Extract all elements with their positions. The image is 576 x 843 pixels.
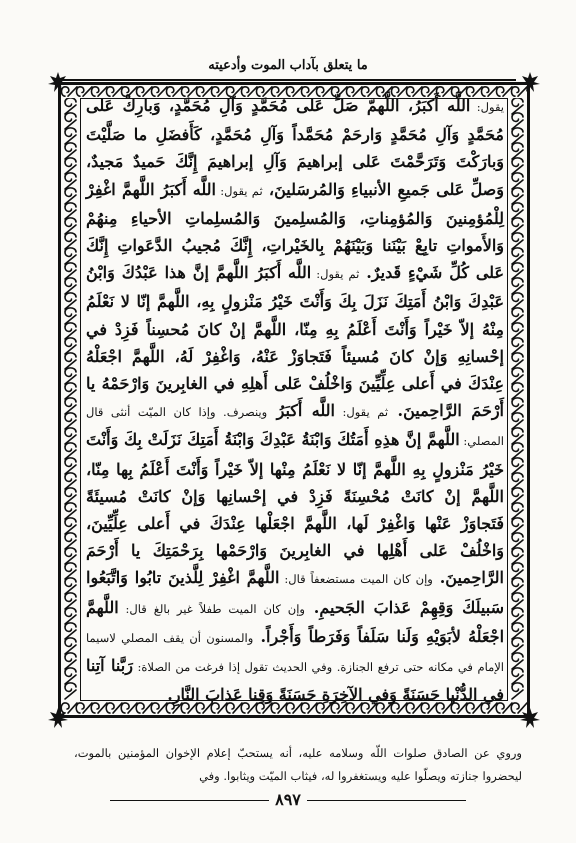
- prayer-text: اللَّه أَكبَرُ: [267, 401, 335, 421]
- page-number-value: ٨٩٧: [269, 790, 307, 809]
- prayer-text: اللَّه أَكبَرُ اللَّهمَّ إنَّ هذا عَبْدُكَ وَابْنُ عَبْدِكَ وَابْنُ أَمَتِكَ نَزَلَ بِكَ وَأَنْتَ خَيْرُ مَنْزولٍ بِهِ، اللَّهمَّ إنّا لا نَعْلَمُ مِنْهُ إلاّ خَيْراً وَأَنْتَ أَعْلَمُ بِهِ مِنّا، اللَّهمَّ إنْ كانَ مُحسِناً فَزِدْ في إحْسانِهِ وَإنْ كانَ مُسيئاً فَتَجاوَزْ عَنْهُ، وَاغْفِرْ لَهُ، اللَّهمَّ اجْعَلْهُ عِنْدَكَ في أَعلى عِلِّيِّينَ وَاخْلُفْ عَلى أَهلِهِ في الغابِرينَ وَارْحَمْهُ يا أَرْحَمَ الرَّاحِمينَ.: [86, 263, 505, 421]
- prayer-text: اللَّهمَّ إنَّ هذِهِ أَمَتُكَ وَابْنَةُ عَبْدِكَ وَابْنَةُ أَمَتِكَ نَزَلَتْ بِكَ وَأَنْتَ خَيْرُ مَنْزولٍ بِهِ اللَّهمَّ إنّا لا نَعْلَمُ مِنْها إلاّ خَيْراً وَأَنْتَ أَعْلَمُ بِها مِنّا، اللَّهمَّ إنْ كانَتْ مُحْسِنَةً فَزِدْ في إحْسانِها وَإنْ كانَتْ مُسيئَةً فَتَجاوَزْ عَنْها وَاغْفِرْ لَها، اللَّهمَّ اجْعَلْها عِنْدَكَ في أَعلى عِلِّيِّينَ، وَاخْلُفْ عَلى أَهْلِها في الغابِرينَ وَارْحَمْها بِرَحْمَتِكَ يا أَرْحَمَ الرَّاحِمينَ.: [86, 430, 505, 588]
- instruction-text: ثم يقول:: [311, 267, 360, 282]
- instruction-text: والمسنون أن يقف المصلي لاسيما الإمام في مكانه حتى ترفع الجنازة. وفي الحديث تقول إذا فرغت من الصلاة:: [86, 630, 504, 675]
- instruction-text: وإن كان الميت طفلاً غير بالغ قال:: [118, 601, 305, 616]
- instruction-text: يقول:: [470, 100, 504, 114]
- running-header-title: ما يتعلق بآداب الموت وأدعيته: [208, 58, 368, 73]
- cross-flower-icon: [46, 70, 70, 94]
- cross-flower-icon: [518, 706, 542, 730]
- instruction-text: وينصرف. وإذا كان الميّت أنثى قال المصلي:: [86, 405, 505, 449]
- prayer-text: رَبَّنا آتِنا في الدُّنْيا حَسَنَةً وَفي الآخِرَةِ حَسَنَةً وَقِنا عَذابَ النَّارِ.: [86, 656, 504, 705]
- page-number: [0, 790, 576, 809]
- scroll-curl-border-icon: [61, 98, 80, 701]
- cross-flower-icon: [46, 706, 70, 730]
- prayer-text: اللَّهمَّ اغْفِرْ لِلَّذينَ تابُوا وَاتَّبَعُوا سَبيلَكَ وَقِهِمْ عَذابَ الجَحيمِ.: [86, 568, 504, 617]
- instruction-text: ثم يقول:: [215, 183, 263, 198]
- prayer-text: اللَّه أَكبَرُ، اللَّهمّ صَلِّ عَلى مُحَمَّدٍ وَآلِ مُحَمَّدٍ، وَبارِكْ عَلى مُحَمَّدٍ وَآلِ مُحَمَّدٍ وَارحَمْ مُحَمَّداً وَآلِ مُحَمَّدٍ، كَأَفضَلِ ما صَلَّيْتَ وَبارَكْتَ وَتَرَحَّمْتَ عَلى إبراهيمَ وَآلِ إبراهيمَ إِنَّكَ حَميدٌ مَجيدٌ، وَصلِّ عَلى جَميعِ الأنبياءِ وَالمُرسَلينَ،: [86, 96, 504, 199]
- prayer-text: اللَّهمَّ اجْعَلْهُ لأبَوَيْهِ وَلَنا سَلَفاً وَفَرَطاً وَأَجْراً.: [86, 597, 505, 646]
- scroll-curl-border-icon: [508, 98, 527, 701]
- prayer-text: اللَّه أَكبَرُ اللَّهمَّ اغْفِرْ لِلْمُؤمِنينَ وَالمُؤمِناتِ، وَالمُسلِمينَ وَالمُسلِماتِ الأحياءِ مِنهُمْ وَالأَمواتِ تابِعْ بَيْنَنا وَبَيْنَهُمْ بِالخَيْراتِ، إِنَّكَ مُجيبُ الدَّعَواتِ إِنَّكَ عَلى كُلِّ شَيْءٍ قَديرٌ.: [86, 179, 505, 283]
- footnote-text: وروي عن الصادق صلوات اللّه وسلامه عليه، أنه يستحبّ إعلام الإخوان المؤمنين بالموت، ليحضروا جنازته ويصلّوا عليه ويستغفروا له، فيثاب الميّت ويثابوا. وفي: [74, 746, 522, 783]
- border-strip-right: [508, 98, 527, 701]
- supplication-text-block: [86, 92, 504, 708]
- cross-flower-icon: [518, 70, 542, 94]
- instruction-text: وإن كان الميت مستضعفاً قال:: [279, 572, 433, 587]
- instruction-text: ثم يقول:: [334, 405, 389, 420]
- border-strip-left: [61, 98, 80, 701]
- header-rule: [60, 79, 516, 81]
